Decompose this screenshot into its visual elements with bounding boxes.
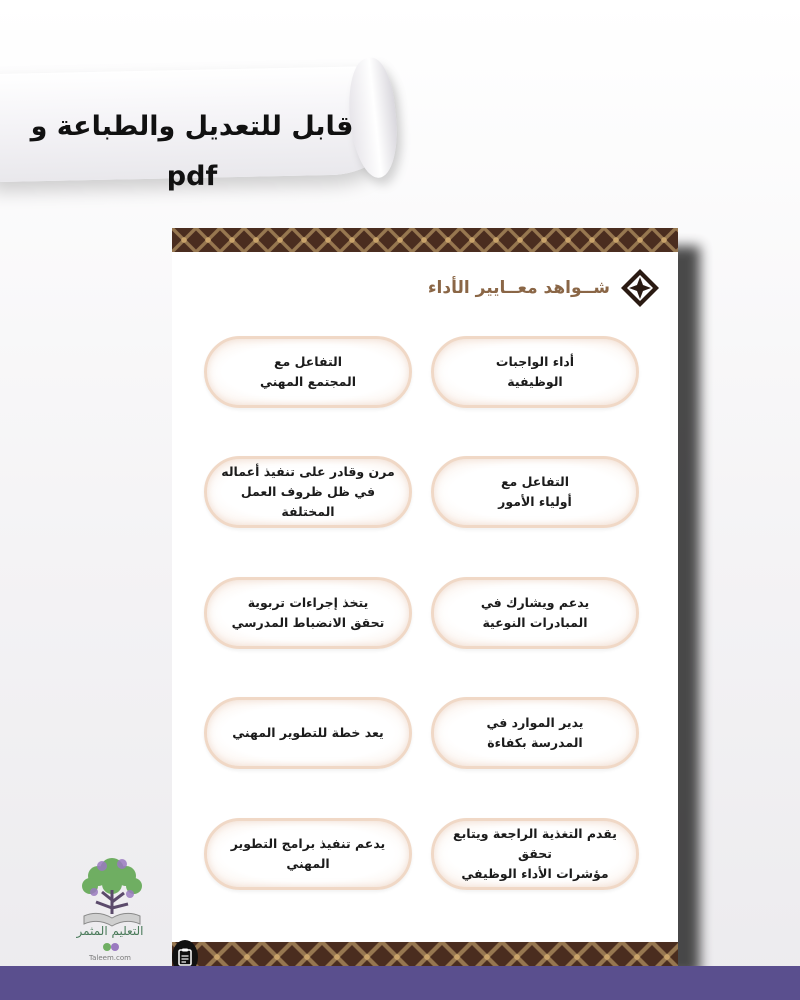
criteria-card-text: يتخذ إجراءات تربوية تحقق الانضباط المدرسي (231, 595, 385, 630)
criteria-card-6 (204, 577, 412, 649)
logo-name: التعليم المثمر (76, 924, 144, 938)
criteria-card-text: يدعم ويشارك في المبادرات النوعية (480, 595, 590, 630)
clipboard-glyph-icon (178, 948, 192, 966)
criteria-card-text: يعد خطة للتطوير المهني (232, 725, 384, 740)
criteria-card-4 (204, 456, 412, 528)
criteria-card-1 (431, 336, 639, 408)
criteria-card-8 (204, 697, 412, 769)
criteria-card-text: يدعم تنفيذ برامج التطوير المهني (230, 836, 386, 871)
banner-title: قابل للتعديل والطباعة و pdf (30, 111, 354, 192)
criteria-card-7 (431, 697, 639, 769)
criteria-card-9 (431, 818, 639, 890)
bottom-bar (0, 966, 800, 1000)
criteria-card-10 (204, 818, 412, 890)
page-heading-text: شــواهد معــايير الأداء (427, 278, 610, 298)
criteria-card-text: مرن وقادر على تنفيذ أعماله في ظل ظروف العمل المختلفة (221, 464, 395, 519)
criteria-card-text: يدير الموارد في المدرسة بكفاءة (486, 715, 584, 750)
document-page (172, 228, 678, 972)
criteria-card-text: التفاعل مع المجتمع المهني (259, 354, 357, 389)
diamond-star-icon (620, 268, 660, 308)
logo-site: Taleem.com (89, 954, 131, 962)
criteria-card-3 (431, 456, 639, 528)
logo-dots-icon (101, 942, 121, 952)
page-heading (428, 268, 660, 308)
criteria-card-text: أداء الواجبات الوظيفية (495, 354, 575, 389)
page-top-pattern (172, 228, 678, 252)
criteria-card-text: يقدم التغذية الراجعة ويتابع تحقق مؤشرات الأداء الوظيفي (453, 826, 617, 881)
criteria-card-text: التفاعل مع أولياء الأمور (498, 474, 572, 509)
criteria-card-2 (204, 336, 412, 408)
criteria-card-5 (431, 577, 639, 649)
